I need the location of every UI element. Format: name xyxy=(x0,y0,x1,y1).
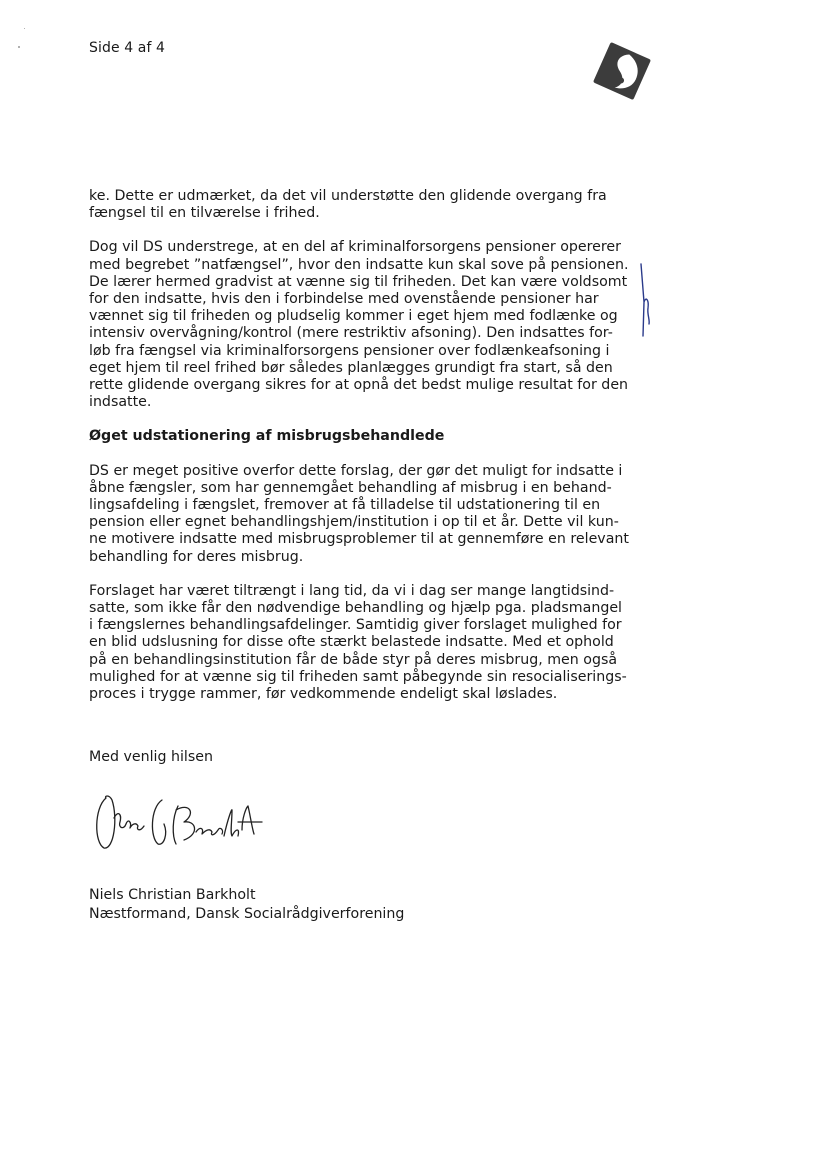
text-line: De lærer hermed gradvist at vænne sig til friheden. Det kan være voldsomt xyxy=(89,273,628,290)
text-line: behandling for deres misbrug. xyxy=(89,548,304,565)
signer-name: Niels Christian Barkholt xyxy=(89,887,256,903)
paragraph-2 xyxy=(89,239,629,411)
text-line: indsatte. xyxy=(89,394,152,411)
text-line: Forslaget har været tiltrængt i lang tid, da vi i dag ser mange langtidsind- xyxy=(89,582,615,599)
text-line: løb fra fængsel via kriminalforsorgens pensioner over fodlænkeafsoning i xyxy=(89,342,610,359)
text-line: med begrebet ”natfængsel”, hvor den indsatte kun skal sove på pensionen. xyxy=(89,256,629,273)
ds-logo-icon xyxy=(590,40,654,102)
signer-block xyxy=(89,886,404,924)
text-line: eget hjem til reel frihed bør således planlægges grundigt fra start, så den xyxy=(89,359,613,376)
text-line: ke. Dette er udmærket, da det vil understøtte den glidende overgang fra xyxy=(89,188,607,204)
text-line: satte, som ikke får den nødvendige behandling og hjælp pga. pladsmangel xyxy=(89,600,622,617)
scan-speck xyxy=(18,46,20,48)
text-line: DS er meget positive overfor dette forslag, der gør det muligt for indsatte i xyxy=(89,462,623,479)
paragraph-4 xyxy=(89,583,629,703)
text-line: for den indsatte, hvis den i forbindelse med ovenstående pensioner har xyxy=(89,291,599,308)
text-line: ne motivere indsatte med misbrugsproblemer til at gennemføre en relevant xyxy=(89,531,629,548)
text-line: rette glidende overgang sikres for at opnå det bedst mulige resultat for den xyxy=(89,377,629,394)
text-line: mulighed for at vænne sig til friheden samt påbegynde sin resocialiserings- xyxy=(89,668,627,685)
text-line: på en behandlingsinstitution får de både styr på deres misbrug, men også xyxy=(89,651,618,668)
scan-speck xyxy=(24,28,25,29)
letter-body xyxy=(89,188,629,720)
closing-greeting: Med venlig hilsen xyxy=(89,749,213,765)
paragraph-1 xyxy=(89,188,629,222)
pen-margin-mark xyxy=(636,262,656,338)
signer-title: Næstformand, Dansk Socialrådgiverforening xyxy=(89,906,405,922)
text-line: en blid udslusning for disse ofte stærkt belastede indsatte. Med et ophold xyxy=(89,634,614,651)
text-line: lingsafdeling i fængslet, fremover at få tilladelse til udstationering til en xyxy=(89,497,601,514)
page-number: Side 4 af 4 xyxy=(89,40,166,56)
paragraph-3 xyxy=(89,463,629,566)
text-line: proces i trygge rammer, før vedkommende endeligt skal løslades. xyxy=(89,686,558,703)
text-line: åbne fængsler, som har gennemgået behandling af misbrug i en behand- xyxy=(89,479,612,496)
handwritten-signature xyxy=(92,788,264,854)
text-line: pension eller egnet behandlingshjem/institution i op til et år. Dette vil kun- xyxy=(89,514,619,531)
text-line: i fængslernes behandlingsafdelinger. Samtidig giver forslaget mulighed for xyxy=(89,617,622,634)
text-line: vænnet sig til friheden og pludselig kommer i eget hjem med fodlænke og xyxy=(89,308,618,325)
section-heading: Øget udstationering af misbrugsbehandlede xyxy=(89,428,445,445)
text-line: fængsel til en tilværelse i frihed. xyxy=(89,205,320,222)
text-line: Dog vil DS understrege, at en del af kriminalforsorgens pensioner opererer xyxy=(89,239,621,256)
text-line: intensiv overvågning/kontrol (mere restriktiv afsoning). Den indsattes for- xyxy=(89,325,613,342)
